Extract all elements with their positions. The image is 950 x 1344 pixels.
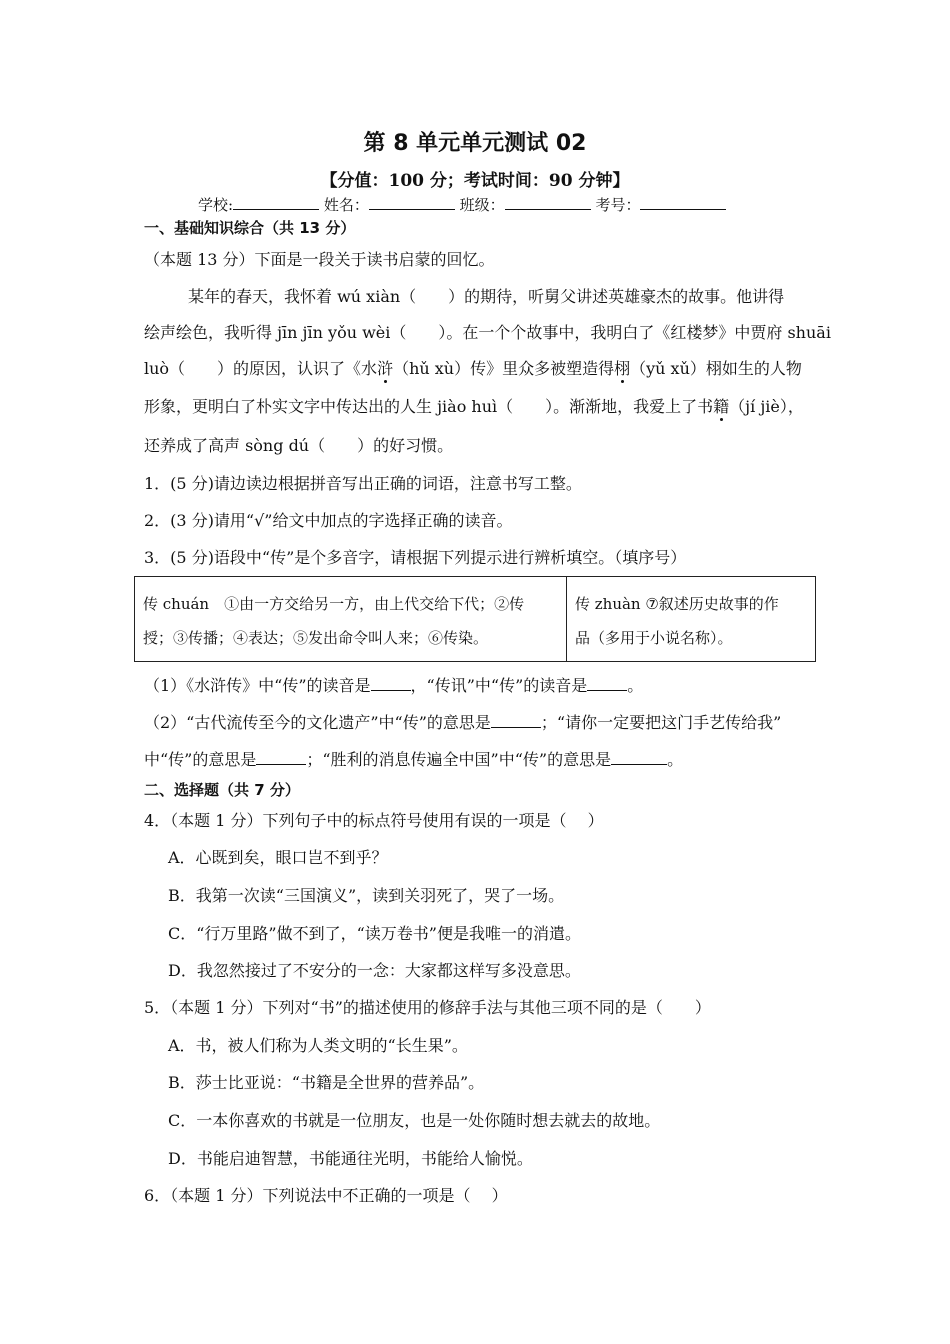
passage-line-5: 还养成了高声 sòng dú（ ）的好习惯。 — [144, 436, 454, 455]
sub2-text: 中“传”的意思是 — [144, 750, 257, 769]
zhuan-definitions — [567, 577, 816, 662]
question-5: 5．（本题 1 分）下列对“书”的描述使用的修辞手法与其他三项不同的是（ ） — [144, 998, 711, 1017]
section2-heading: 二、选择题（共 7 分） — [144, 781, 300, 799]
q4-option-a[interactable]: A．心既到矣，眼口岂不到乎？ — [168, 848, 388, 867]
chuan-line-1: 传 chuán ①由一方交给另一方，由上代交给下代；②传 — [143, 595, 525, 613]
passage-line-1: 某年的春天，我怀着 wú xiàn（ ）的期待，听舅父讲述英雄豪杰的故事。他讲得 — [188, 287, 785, 306]
passage-text: luò（ ）的原因，认识了《水 — [144, 359, 378, 378]
sub1-text: 。 — [627, 676, 644, 695]
school-blank[interactable] — [233, 195, 319, 210]
q5-option-c[interactable]: C．一本你喜欢的书就是一位朋友，也是一处你随时想去就去的故地。 — [168, 1111, 661, 1130]
exam-no-label: 考号： — [595, 196, 641, 214]
answer-blank[interactable] — [371, 676, 411, 691]
question-1: 1．(5 分)请边读边根据拼音写出正确的词语，注意书写工整。 — [144, 474, 582, 493]
class-label: 班级： — [459, 196, 505, 214]
zhuan-line-1: 传 zhuàn ⑦叙述历史故事的作 — [575, 595, 779, 613]
question-4: 4．（本题 1 分）下列句子中的标点符号使用有误的一项是（ ） — [144, 811, 604, 830]
q5-option-b[interactable]: B．莎士比亚说：“书籍是全世界的营养品”。 — [168, 1073, 485, 1092]
question-6: 6．（本题 1 分）下列说法中不正确的一项是（ ） — [144, 1186, 508, 1205]
name-label: 姓名： — [323, 196, 369, 214]
answer-blank[interactable] — [491, 713, 541, 728]
q5-option-a[interactable]: A．书，被人们称为人类文明的“长生果”。 — [168, 1036, 468, 1055]
exam-subtitle: 【分值：100 分；考试时间：90 分钟】 — [320, 171, 630, 191]
passage-text: （jí jiè）， — [729, 397, 804, 416]
passage-line-2: 绘声绘色，我听得 jīn jīn yǒu wèi（ ）。在一个个故事中，我明白了《红楼梦》中贾府 shuāi — [144, 323, 831, 342]
definition-table — [134, 576, 816, 662]
school-label: 学校: — [198, 196, 234, 214]
subquestion-2-cont — [144, 750, 683, 770]
chuan-definitions — [135, 577, 567, 662]
passage-text: （yǔ xǔ）栩如生的人物 — [630, 359, 802, 378]
passage-text: 形象，更明白了朴实文字中传达出的人生 jiào huì（ ）。渐渐地，我爱上了书 — [144, 397, 714, 416]
passage-text: （hǔ xù）传》里众多被塑造得 — [393, 359, 615, 378]
passage-line-4 — [144, 397, 804, 417]
answer-blank[interactable] — [587, 676, 627, 691]
sub2-text: （2）“古代流传至今的文化遗产”中“传”的意思是 — [144, 713, 491, 732]
section1-intro: （本题 13 分）下面是一段关于读书启蒙的回忆。 — [144, 250, 495, 269]
sub2-text: ；“请你一定要把这门手艺传给我” — [540, 713, 782, 732]
question-2: 2．(3 分)请用“√”给文中加点的字选择正确的读音。 — [144, 511, 513, 530]
subquestion-1 — [144, 676, 643, 696]
q4-option-d[interactable]: D．我忽然接过了不安分的一念：大家都这样写多没意思。 — [168, 961, 581, 980]
zhuan-line-2: 品（多用于小说名称）。 — [575, 629, 733, 647]
exam-no-blank[interactable] — [640, 195, 726, 210]
sub2-text: ；“胜利的消息传遍全中国”中“传”的意思是 — [306, 750, 612, 769]
subquestion-2 — [144, 713, 781, 733]
answer-blank[interactable] — [611, 750, 667, 765]
class-blank[interactable] — [505, 195, 591, 210]
dotted-char: 栩 — [614, 359, 631, 378]
q5-option-d[interactable]: D．书能启迪智慧，书能通往光明，书能给人愉悦。 — [168, 1149, 533, 1168]
dotted-char: 籍 — [713, 397, 730, 416]
question-3: 3．(5 分)语段中“传”是个多音字，请根据下列提示进行辨析填空。（填序号） — [144, 548, 687, 567]
student-info-row — [198, 194, 726, 215]
sub2-text: 。 — [667, 750, 684, 769]
chuan-line-2: 授；③传播；④表达；⑤发出命令叫人来；⑥传染。 — [143, 629, 489, 647]
section1-heading: 一、基础知识综合（共 13 分） — [144, 219, 356, 237]
page-title: 第 8 单元单元测试 02 — [363, 131, 587, 156]
passage-line-3 — [144, 359, 802, 379]
sub1-text: （1）《水浒传》中“传”的读音是 — [144, 676, 371, 695]
answer-blank[interactable] — [256, 750, 306, 765]
q4-option-b[interactable]: B．我第一次读“三国演义”，读到关羽死了，哭了一场。 — [168, 886, 565, 905]
name-blank[interactable] — [369, 195, 455, 210]
sub1-text: ，“传讯”中“传”的读音是 — [410, 676, 588, 695]
dotted-char: 浒 — [377, 359, 394, 378]
q4-option-c[interactable]: C．“行万里路”做不到了，“读万卷书”便是我唯一的消遣。 — [168, 924, 581, 943]
